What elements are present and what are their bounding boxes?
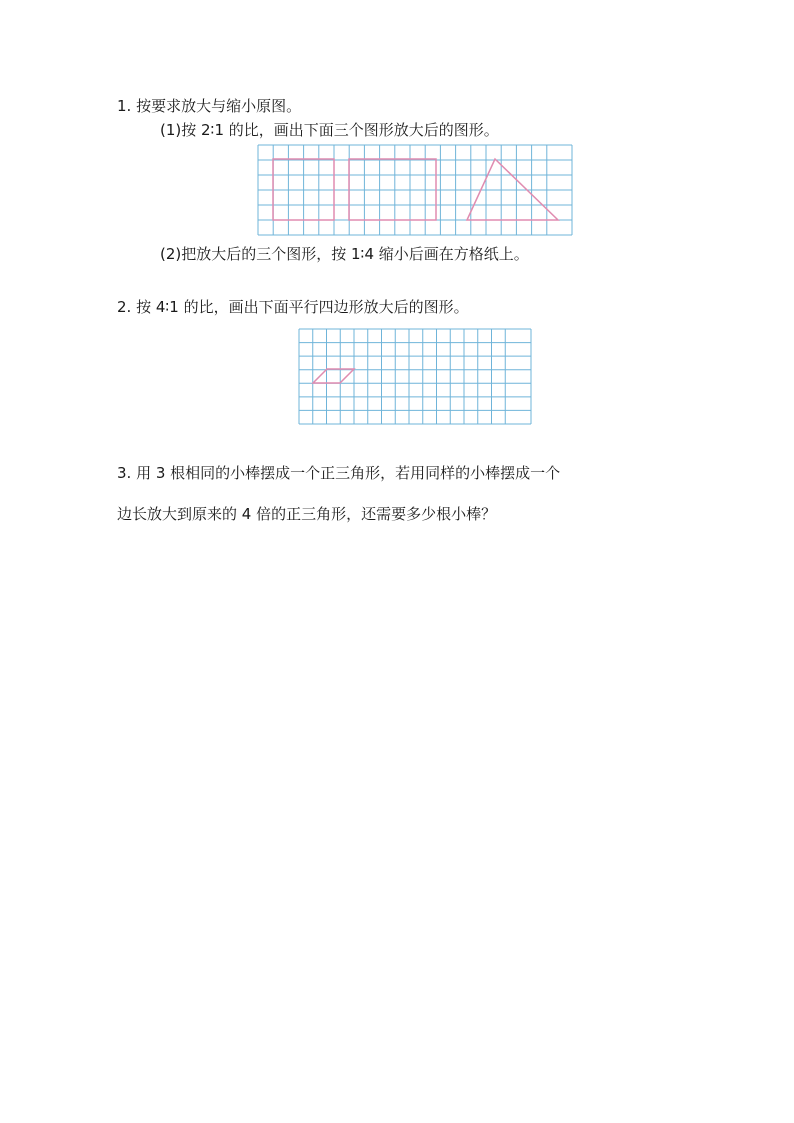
q1-part2: (2)把放大后的三个图形，按 1∶4 缩小后画在方格纸上。 — [160, 245, 529, 263]
q2-parallelogram — [313, 369, 354, 383]
q2-title: 2. 按 4∶1 的比，画出下面平行四边形放大后的图形。 — [117, 298, 469, 316]
q2-grid-lines — [299, 329, 531, 424]
q1-part1: (1)按 2∶1 的比，画出下面三个图形放大后的图形。 — [160, 121, 499, 139]
q3-line1: 3. 用 3 根相同的小棒摆成一个正三角形，若用同样的小棒摆成一个 — [117, 464, 561, 482]
q1-grid — [255, 142, 575, 237]
q1-title: 1. 按要求放大与缩小原图。 — [117, 97, 302, 115]
q2-grid — [296, 326, 534, 427]
q3-line2: 边长放大到原来的 4 倍的正三角形，还需要多少根小棒？ — [117, 505, 497, 523]
